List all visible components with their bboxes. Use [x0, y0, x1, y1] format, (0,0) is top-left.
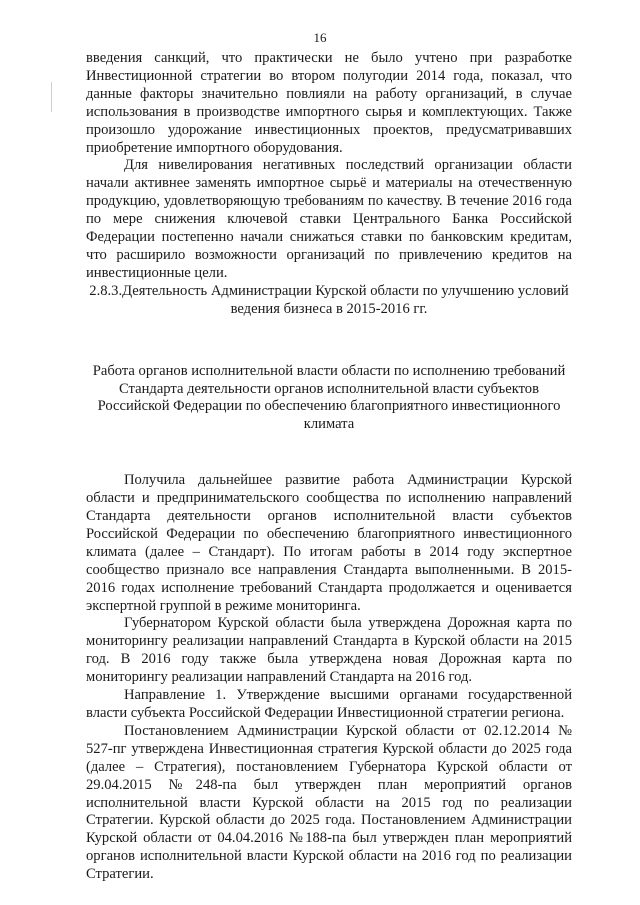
paragraph-import-substitution: Для нивелирования негативных последствий организации области начали активнее заменять импортное сырьё и материалы на отечественную продукцию, удовлетворяющую требованиям по качеству. В течение 2016 года по мере снижения ключевой ставки Центрального Банка Российской Федерации постепенно начали снижаться ставки по банковским кредитам, что расширило возможности организаций по привлечению кредитов на инвестиционные цели.	[86, 157, 572, 281]
margin-mark	[51, 82, 52, 112]
sub-heading: Работа органов исполнительной власти области по исполнению требований Стандарта деятельности органов исполнительной власти субъектов Российской Федерации по обеспечению благоприятного инвестиционного климата	[92, 362, 566, 433]
paragraph-standard: Получила дальнейшее развитие работа Администрации Курской области и предпринимательского сообщества по исполнению направлений Стандарта деятельности органов исполнительной власти субъектов Российской Федерации по обеспечению благоприятного инвестиционного климата (далее – Стандарт). По итогам работы в 2014 году экспертное сообщество признало все направления Стандарта выполненными. В 2015-2016 годах исполнение требований Стандарта продолжается и оценивается экспертной группой в режиме мониторинга.	[86, 472, 572, 614]
page-number: 16	[313, 30, 327, 45]
paragraph-direction-1: Направление 1. Утверждение высшими органами государственной власти субъекта Российской Федерации Инвестиционной стратегии региона.	[86, 687, 572, 721]
paragraph-resolutions: Постановлением Администрации Курской области от 02.12.2014 № 527-пг утверждена Инвестиционная стратегия Курской области до 2025 года (далее – Стратегия), постановлением Губернатора Курской области от 29.04.2015 №248-па был утвержден план мероприятий органов исполнительной власти Курской области на 2015 год по реализации Стратегии. Курской области до 2025 года. Постановлением Администрации Курской области от 04.04.2016 №188-па был утвержден план мероприятий органов исполнительной власти Курской области на 2016 год по реализации Стратегии.	[86, 722, 572, 883]
section-heading: 2.8.3.Деятельность Администрации Курской области по улучшению условий ведения бизнеса в 2015-2016 гг.	[89, 282, 569, 317]
document-body	[86, 50, 572, 884]
paragraph-sanctions: введения санкций, что практически не было учтено при разработке Инвестиционной стратегии во втором полугодии 2014 года, показал, что данные факторы значительно повлияли на работу организаций, в случае использования в производстве импортного сырья и комплектующих. Также произошло удорожание инвестиционных проектов, предусматривавших приобретение импортного оборудования.	[86, 50, 572, 156]
paragraph-roadmap: Губернатором Курской области была утверждена Дорожная карта по мониторингу реализации направлений Стандарта в Курской области на 2015 год. В 2016 году также была утверждена новая Дорожная карта по мониторингу реализации направлений Стандарта на 2016 год.	[86, 615, 572, 686]
